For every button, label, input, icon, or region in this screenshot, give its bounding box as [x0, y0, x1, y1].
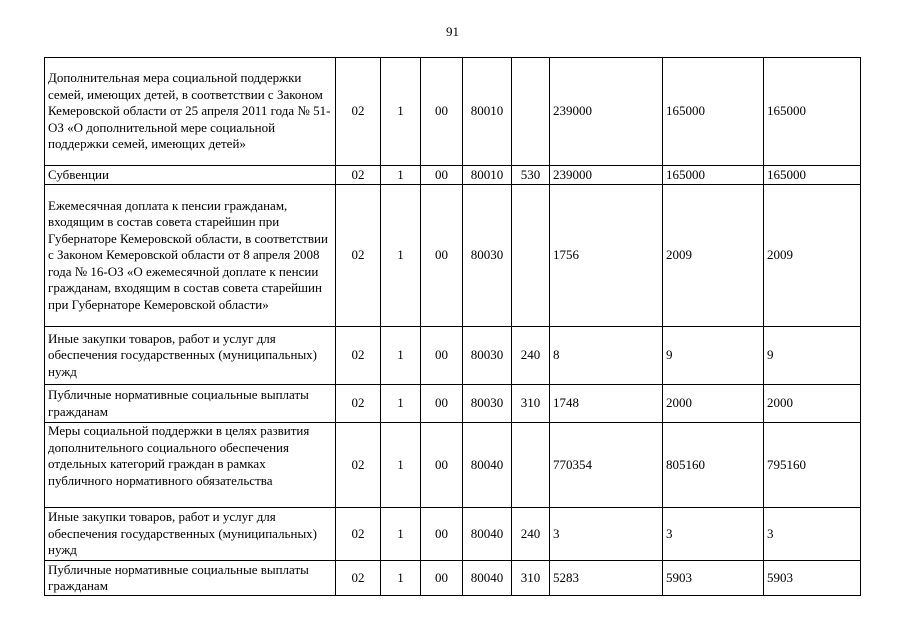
row-code-item: 80010	[463, 58, 512, 166]
table-row	[45, 58, 861, 166]
table-row	[45, 185, 861, 327]
row-code-subsection: 1	[381, 508, 421, 561]
table-row	[45, 385, 861, 423]
row-description: Ежемесячная доплата к пенсии гражданам, входящим в состав совета старейшин при Губернаторе Кемеровской области, в соответствии с Законом Кемеровской области от 8 апреля 2008 года № 16-ОЗ «О ежемесячной доплате к пенсии гражданам, входящим в состав совета старейшин при Губернаторе Кемеровской области»	[45, 185, 336, 327]
row-code-section: 02	[336, 385, 381, 423]
row-value-3: 3	[764, 508, 861, 561]
row-code-subsection: 1	[381, 423, 421, 508]
row-value-2: 805160	[663, 423, 764, 508]
row-code-expense-type	[512, 185, 550, 327]
table-row	[45, 508, 861, 561]
row-code-expense-type	[512, 423, 550, 508]
row-code-item: 80040	[463, 508, 512, 561]
row-value-2: 3	[663, 508, 764, 561]
row-value-1: 239000	[550, 166, 663, 185]
row-code-program: 00	[421, 385, 463, 423]
row-code-program: 00	[421, 58, 463, 166]
row-description: Меры социальной поддержки в целях развития дополнительного социального обеспечения отдельных категорий граждан в рамках публичного нормативного обязательства	[45, 423, 336, 508]
row-value-2: 165000	[663, 58, 764, 166]
table-row	[45, 327, 861, 385]
row-code-subsection: 1	[381, 561, 421, 596]
row-code-program: 00	[421, 561, 463, 596]
table-row	[45, 423, 861, 508]
row-code-item: 80030	[463, 185, 512, 327]
row-value-3: 795160	[764, 423, 861, 508]
row-code-item: 80040	[463, 561, 512, 596]
row-code-item: 80030	[463, 385, 512, 423]
row-code-item: 80030	[463, 327, 512, 385]
row-code-section: 02	[336, 508, 381, 561]
row-description: Иные закупки товаров, работ и услуг для обеспечения государственных (муниципальных) нужд	[45, 327, 336, 385]
row-code-program: 00	[421, 327, 463, 385]
row-value-3: 2000	[764, 385, 861, 423]
row-value-2: 5903	[663, 561, 764, 596]
row-value-1: 8	[550, 327, 663, 385]
row-code-item: 80010	[463, 166, 512, 185]
row-code-subsection: 1	[381, 385, 421, 423]
row-value-1: 1756	[550, 185, 663, 327]
row-code-subsection: 1	[381, 58, 421, 166]
row-code-section: 02	[336, 166, 381, 185]
table-body	[45, 58, 861, 596]
row-code-program: 00	[421, 423, 463, 508]
row-code-section: 02	[336, 423, 381, 508]
row-value-3: 2009	[764, 185, 861, 327]
row-code-expense-type: 310	[512, 385, 550, 423]
row-value-1: 770354	[550, 423, 663, 508]
row-value-3: 165000	[764, 166, 861, 185]
row-code-expense-type: 240	[512, 327, 550, 385]
row-value-3: 9	[764, 327, 861, 385]
row-value-3: 165000	[764, 58, 861, 166]
row-value-1: 3	[550, 508, 663, 561]
table-row	[45, 166, 861, 185]
row-value-2: 165000	[663, 166, 764, 185]
row-code-program: 00	[421, 185, 463, 327]
row-code-expense-type: 530	[512, 166, 550, 185]
row-code-expense-type	[512, 58, 550, 166]
row-code-program: 00	[421, 508, 463, 561]
row-value-1: 5283	[550, 561, 663, 596]
row-code-expense-type: 310	[512, 561, 550, 596]
table-row	[45, 561, 861, 596]
row-code-section: 02	[336, 561, 381, 596]
row-code-item: 80040	[463, 423, 512, 508]
row-description: Дополнительная мера социальной поддержки семей, имеющих детей, в соответствии с Законом Кемеровской области от 25 апреля 2011 года № 51-ОЗ «О дополнительной мере социальной поддержки семей, имеющих детей»	[45, 58, 336, 166]
page-number: 91	[446, 24, 459, 39]
row-description: Публичные нормативные социальные выплаты гражданам	[45, 385, 336, 423]
row-code-section: 02	[336, 185, 381, 327]
row-value-2: 9	[663, 327, 764, 385]
row-value-3: 5903	[764, 561, 861, 596]
row-value-2: 2000	[663, 385, 764, 423]
row-code-section: 02	[336, 58, 381, 166]
row-description: Субвенции	[45, 166, 336, 185]
row-code-subsection: 1	[381, 327, 421, 385]
row-code-subsection: 1	[381, 185, 421, 327]
budget-table	[44, 57, 861, 596]
row-code-expense-type: 240	[512, 508, 550, 561]
row-value-1: 1748	[550, 385, 663, 423]
row-code-program: 00	[421, 166, 463, 185]
row-description: Публичные нормативные социальные выплаты гражданам	[45, 561, 336, 596]
row-description: Иные закупки товаров, работ и услуг для обеспечения государственных (муниципальных) нужд	[45, 508, 336, 561]
row-value-2: 2009	[663, 185, 764, 327]
row-code-subsection: 1	[381, 166, 421, 185]
row-code-section: 02	[336, 327, 381, 385]
row-value-1: 239000	[550, 58, 663, 166]
